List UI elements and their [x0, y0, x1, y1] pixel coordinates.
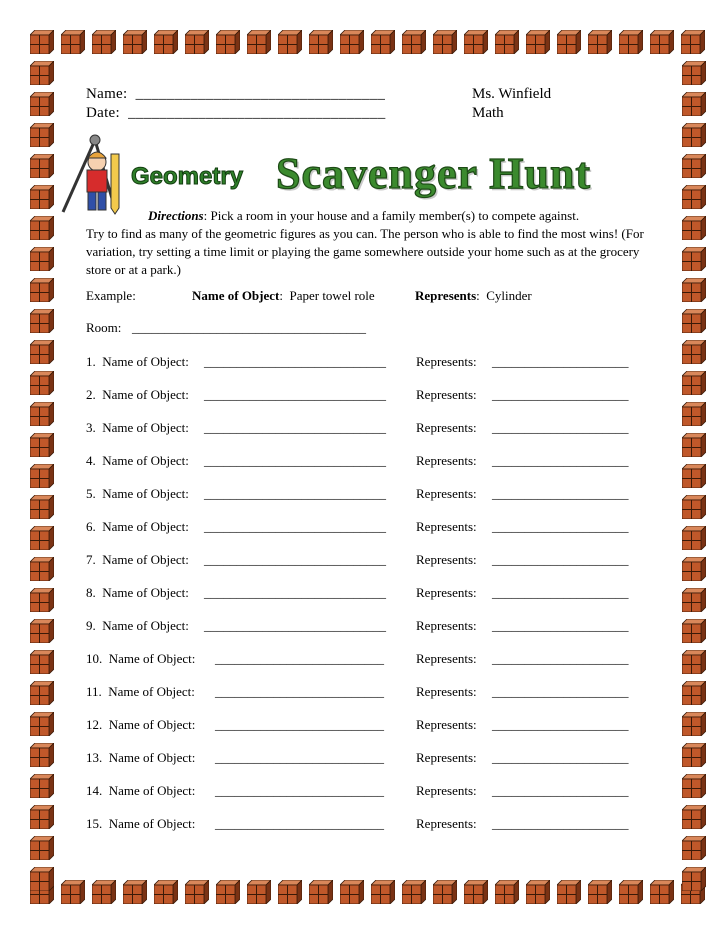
brick-cube-icon: [682, 123, 706, 147]
brick-cube-icon: [30, 402, 54, 426]
object-label: 1. Name of Object:: [86, 354, 189, 369]
brick-cube-icon: [619, 880, 643, 904]
brick-cube-icon: [682, 495, 706, 519]
brick-cube-icon: [30, 774, 54, 798]
room-label: Room:: [86, 320, 122, 335]
list-item: [86, 717, 642, 735]
brick-cube-icon: [402, 30, 426, 54]
brick-cube-icon: [185, 30, 209, 54]
represents-label: Represents:: [416, 651, 477, 666]
brick-cube-icon: [682, 743, 706, 767]
brick-cube-icon: [30, 588, 54, 612]
brick-cube-icon: [340, 880, 364, 904]
name-label: Name:: [86, 86, 128, 102]
example-object-label: Name of Object: [192, 288, 280, 303]
brick-cube-icon: [30, 650, 54, 674]
brick-cube-icon: [278, 30, 302, 54]
brick-cube-icon: [30, 216, 54, 240]
object-label: 9. Name of Object:: [86, 618, 189, 633]
object-blank[interactable]: __________________________: [215, 783, 384, 798]
subject-name: Math: [472, 105, 504, 121]
brick-cube-icon: [30, 278, 54, 302]
brick-cube-icon: [30, 712, 54, 736]
brick-cube-icon: [30, 247, 54, 271]
brick-cube-icon: [682, 712, 706, 736]
brick-cube-icon: [30, 154, 54, 178]
object-blank[interactable]: ____________________________: [204, 486, 386, 501]
brick-cube-icon: [123, 880, 147, 904]
represents-blank[interactable]: _____________________: [492, 354, 629, 369]
directions-block: [86, 207, 646, 279]
brick-cube-icon: [682, 526, 706, 550]
brick-cube-icon: [30, 433, 54, 457]
represents-blank[interactable]: _____________________: [492, 552, 629, 567]
example-object-value: : Paper towel role: [279, 288, 375, 303]
object-blank[interactable]: __________________________: [215, 750, 384, 765]
object-label: 15. Name of Object:: [86, 816, 196, 831]
brick-cube-icon: [278, 880, 302, 904]
object-blank[interactable]: ____________________________: [204, 420, 386, 435]
represents-blank[interactable]: _____________________: [492, 651, 629, 666]
name-blank[interactable]: ________________________________: [135, 86, 386, 102]
represents-blank[interactable]: _____________________: [492, 783, 629, 798]
brick-cube-icon: [92, 30, 116, 54]
list-item: [86, 552, 642, 570]
brick-cube-icon: [682, 650, 706, 674]
object-label: 3. Name of Object:: [86, 420, 189, 435]
student-compass-icon: [55, 132, 135, 216]
brick-cube-icon: [30, 619, 54, 643]
object-label: 2. Name of Object:: [86, 387, 189, 402]
brick-cube-icon: [682, 867, 706, 891]
brick-cube-icon: [682, 247, 706, 271]
object-blank[interactable]: ____________________________: [204, 387, 386, 402]
represents-label: Represents:: [416, 519, 477, 534]
brick-cube-icon: [619, 30, 643, 54]
brick-cube-icon: [30, 681, 54, 705]
list-item: [86, 519, 642, 537]
brick-cube-icon: [433, 30, 457, 54]
represents-label: Represents:: [416, 387, 477, 402]
object-label: 8. Name of Object:: [86, 585, 189, 600]
represents-label: Represents:: [416, 354, 477, 369]
represents-label: Represents:: [416, 618, 477, 633]
brick-cube-icon: [30, 30, 54, 54]
brick-cube-icon: [650, 880, 674, 904]
object-label: 10. Name of Object:: [86, 651, 196, 666]
brick-cube-icon: [30, 836, 54, 860]
list-item: [86, 453, 642, 471]
represents-label: Represents:: [416, 684, 477, 699]
brick-cube-icon: [682, 433, 706, 457]
brick-cube-icon: [682, 92, 706, 116]
brick-cube-icon: [371, 30, 395, 54]
brick-cube-icon: [682, 61, 706, 85]
list-item: [86, 618, 642, 636]
brick-cube-icon: [682, 309, 706, 333]
object-label: 12. Name of Object:: [86, 717, 196, 732]
list-item: [86, 684, 642, 702]
object-label: 4. Name of Object:: [86, 453, 189, 468]
list-item: [86, 354, 642, 372]
represents-blank[interactable]: _____________________: [492, 585, 629, 600]
brick-cube-icon: [61, 30, 85, 54]
represents-label: Represents:: [416, 585, 477, 600]
brick-cube-icon: [247, 30, 271, 54]
example-represents-label: Represents: [415, 288, 477, 303]
list-item: [86, 486, 642, 504]
brick-cube-icon: [682, 557, 706, 581]
date-label: Date:: [86, 105, 120, 121]
represents-label: Represents:: [416, 750, 477, 765]
brick-cube-icon: [371, 880, 395, 904]
brick-cube-icon: [309, 30, 333, 54]
object-blank[interactable]: __________________________: [215, 651, 384, 666]
brick-cube-icon: [681, 30, 705, 54]
object-label: 7. Name of Object:: [86, 552, 189, 567]
brick-cube-icon: [557, 880, 581, 904]
brick-cube-icon: [30, 309, 54, 333]
brick-cube-icon: [61, 880, 85, 904]
list-item: [86, 420, 642, 438]
represents-label: Represents:: [416, 486, 477, 501]
brick-cube-icon: [682, 588, 706, 612]
represents-blank[interactable]: _____________________: [492, 717, 629, 732]
object-label: 14. Name of Object:: [86, 783, 196, 798]
brick-cube-icon: [682, 154, 706, 178]
brick-cube-icon: [682, 278, 706, 302]
room-blank[interactable]: ____________________________________: [132, 320, 366, 335]
brick-cube-icon: [682, 836, 706, 860]
directions-label: Directions: [148, 208, 204, 223]
brick-cube-icon: [588, 880, 612, 904]
brick-cube-icon: [30, 526, 54, 550]
brick-cube-icon: [650, 30, 674, 54]
brick-cube-icon: [30, 743, 54, 767]
object-blank[interactable]: ____________________________: [204, 552, 386, 567]
represents-blank[interactable]: _____________________: [492, 618, 629, 633]
brick-cube-icon: [464, 880, 488, 904]
represents-blank[interactable]: _____________________: [492, 420, 629, 435]
brick-cube-icon: [30, 557, 54, 581]
object-label: 13. Name of Object:: [86, 750, 196, 765]
brick-cube-icon: [495, 880, 519, 904]
list-item: [86, 387, 642, 405]
object-label: 11. Name of Object:: [86, 684, 195, 699]
example-row: [86, 288, 642, 306]
brick-cube-icon: [216, 880, 240, 904]
page-title: Scavenger Hunt: [276, 149, 592, 198]
brick-cube-icon: [247, 880, 271, 904]
represents-blank[interactable]: _____________________: [492, 750, 629, 765]
brick-cube-icon: [682, 774, 706, 798]
brick-cube-icon: [682, 216, 706, 240]
brick-cube-icon: [30, 464, 54, 488]
brick-cube-icon: [433, 880, 457, 904]
brick-cube-icon: [30, 92, 54, 116]
teacher-name: Ms. Winfield: [472, 86, 552, 102]
brick-cube-icon: [30, 371, 54, 395]
object-blank[interactable]: __________________________: [215, 816, 384, 831]
list-item: [86, 651, 642, 669]
represents-blank[interactable]: _____________________: [492, 486, 629, 501]
brick-cube-icon: [464, 30, 488, 54]
brick-cube-icon: [682, 402, 706, 426]
brick-cube-icon: [30, 340, 54, 364]
list-item: [86, 750, 642, 768]
represents-blank[interactable]: _____________________: [492, 519, 629, 534]
room-row: [86, 320, 642, 338]
title-word-1: Geometry: [131, 163, 244, 190]
brick-cube-icon: [30, 867, 54, 891]
brick-cube-icon: [526, 30, 550, 54]
object-blank[interactable]: ____________________________: [204, 354, 386, 369]
brick-cube-icon: [30, 805, 54, 829]
represents-label: Represents:: [416, 552, 477, 567]
brick-cube-icon: [682, 185, 706, 209]
date-line: [86, 105, 386, 122]
date-blank[interactable]: _________________________________: [128, 105, 386, 121]
directions-text-1: : Pick a room in your house and a family member(s) to compete against.: [203, 208, 580, 223]
brick-cube-icon: [557, 30, 581, 54]
brick-cube-icon: [154, 30, 178, 54]
brick-cube-icon: [682, 340, 706, 364]
brick-cube-icon: [682, 371, 706, 395]
name-line: [86, 86, 385, 103]
brick-cube-icon: [682, 805, 706, 829]
represents-label: Represents:: [416, 453, 477, 468]
brick-cube-icon: [309, 880, 333, 904]
brick-cube-icon: [682, 464, 706, 488]
represents-blank[interactable]: _____________________: [492, 816, 629, 831]
represents-label: Represents:: [416, 717, 477, 732]
represents-blank[interactable]: _____________________: [492, 453, 629, 468]
object-blank[interactable]: __________________________: [215, 684, 384, 699]
object-blank[interactable]: ____________________________: [204, 585, 386, 600]
brick-cube-icon: [216, 30, 240, 54]
geometry-title-art: [127, 158, 263, 197]
brick-cube-icon: [30, 185, 54, 209]
represents-label: Represents:: [416, 420, 477, 435]
brick-cube-icon: [123, 30, 147, 54]
brick-cube-icon: [185, 880, 209, 904]
brick-cube-icon: [682, 619, 706, 643]
list-item: [86, 783, 642, 801]
brick-cube-icon: [30, 123, 54, 147]
brick-cube-icon: [526, 880, 550, 904]
represents-blank[interactable]: _____________________: [492, 684, 629, 699]
object-blank[interactable]: ____________________________: [204, 453, 386, 468]
brick-cube-icon: [402, 880, 426, 904]
object-blank[interactable]: __________________________: [215, 717, 384, 732]
brick-cube-icon: [588, 30, 612, 54]
list-item: [86, 585, 642, 603]
brick-cube-icon: [154, 880, 178, 904]
brick-cube-icon: [340, 30, 364, 54]
example-represents-value: : Cylinder: [476, 288, 532, 303]
object-label: 6. Name of Object:: [86, 519, 189, 534]
directions-text-2: Try to find as many of the geometric figures as you can. The person who is able to find the most wins! (For variation, try setting a time limit or playing the game somewhere outside your home such as at the grocery store or at a park.): [86, 226, 644, 277]
brick-cube-icon: [495, 30, 519, 54]
object-label: 5. Name of Object:: [86, 486, 189, 501]
object-blank[interactable]: ____________________________: [204, 519, 386, 534]
brick-cube-icon: [682, 681, 706, 705]
brick-cube-icon: [30, 495, 54, 519]
example-label: Example:: [86, 288, 136, 303]
brick-cube-icon: [92, 880, 116, 904]
represents-blank[interactable]: _____________________: [492, 387, 629, 402]
represents-label: Represents:: [416, 816, 477, 831]
brick-cube-icon: [30, 61, 54, 85]
represents-label: Represents:: [416, 783, 477, 798]
object-blank[interactable]: ____________________________: [204, 618, 386, 633]
list-item: [86, 816, 642, 834]
